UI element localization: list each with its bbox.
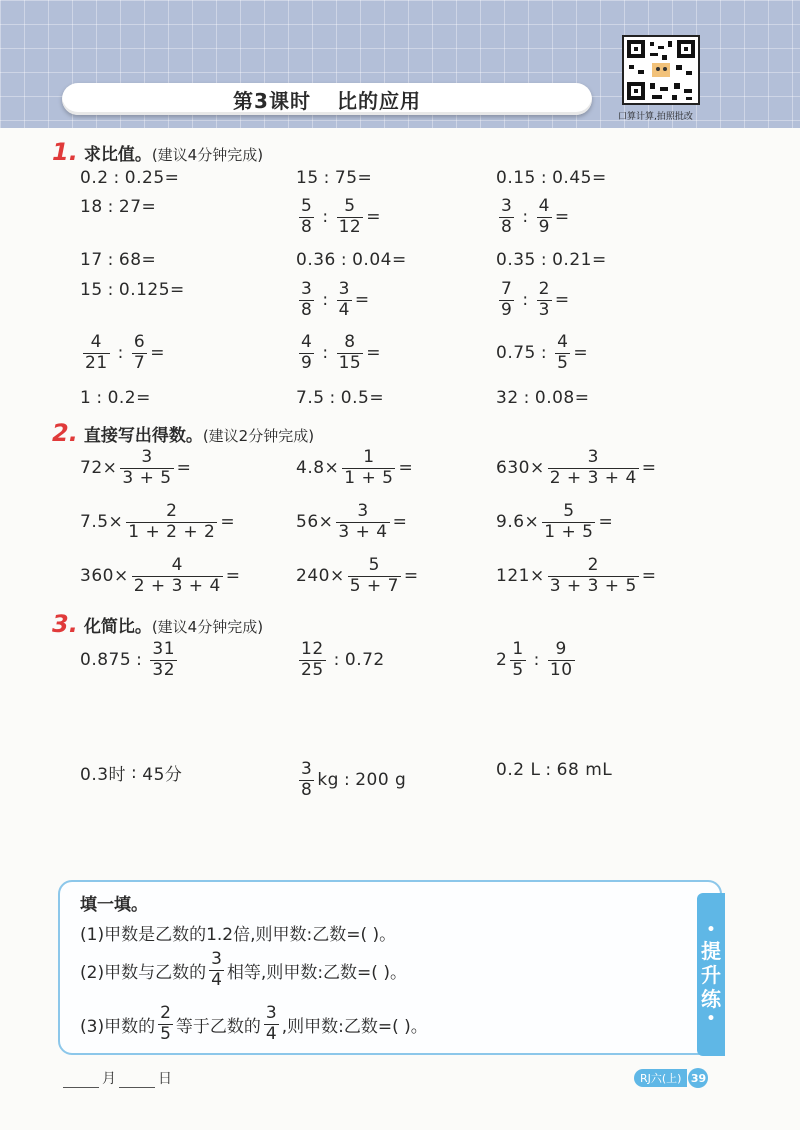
- section-hint: (建议2分钟完成): [202, 427, 315, 445]
- calc-exercise: 630× $\frac{3}{2 + 3 + 4}$ =: [496, 447, 657, 488]
- fill-in-title: 填一填。: [80, 895, 148, 915]
- fraction: $\frac{8}{15}$: [338, 332, 362, 373]
- section-hint: (建议4分钟完成): [151, 618, 264, 636]
- calc-exercise: 4.8× $\frac{1}{1 + 5}$ =: [296, 447, 414, 488]
- ratio-exercise: 0.75 : $\frac{4}{5}$ =: [496, 332, 589, 373]
- ratio-exercise: 0.2 : 0.25=: [80, 168, 180, 188]
- fraction: $\frac{2}{3 + 3 + 5}$: [549, 555, 637, 596]
- fraction: $\frac{6}{7}$: [133, 332, 146, 373]
- simplify-exercise: 0.3时 : 45分: [80, 762, 183, 785]
- page-tag: [634, 1068, 708, 1088]
- calc-exercise: 121× $\frac{2}{3 + 3 + 5}$ =: [496, 555, 657, 596]
- fraction: $\frac{2}{1 + 2 + 2}$: [128, 501, 216, 542]
- question-text: 相等,则甲数:乙数=( )。: [226, 962, 407, 983]
- page-title: [62, 83, 592, 115]
- ratio-exercise: 15 : 75=: [296, 168, 373, 188]
- section-number: 1.: [52, 138, 78, 166]
- fraction: $\frac{3}{3 + 5}$: [122, 447, 172, 488]
- question-fraction: [155, 1004, 176, 1044]
- qr-code-icon[interactable]: [622, 35, 700, 105]
- question-text: (2)甲数与乙数的: [80, 962, 207, 983]
- question-text: 等于乙数的: [175, 1016, 261, 1037]
- ratio-exercise: 0.15 : 0.45=: [496, 168, 607, 188]
- ratio-exercise: $\frac{3}{8}$ : $\frac{3}{4}$ =: [301, 279, 370, 320]
- fraction: $\frac{3}{4}$: [338, 279, 350, 320]
- fraction: $\frac{4}{9}$: [538, 196, 550, 237]
- ratio-exercise: 32 : 0.08=: [496, 388, 590, 408]
- fraction: $\frac{12}{25}$: [301, 639, 324, 680]
- fraction: $\frac{1}{1 + 5}$: [344, 447, 394, 488]
- date-field[interactable]: [60, 1068, 172, 1088]
- ratio-exercise: $\frac{7}{9}$ : $\frac{2}{3}$ =: [501, 279, 570, 320]
- fraction: $\frac{2}{3}$: [538, 279, 550, 320]
- question-text: (3)甲数的: [80, 1016, 156, 1037]
- simplify-exercise: 2 $\frac{1}{5}$ : $\frac{9}{10}$: [496, 639, 573, 680]
- section-hint: (建议4分钟完成): [151, 146, 264, 164]
- month-label: 月: [102, 1071, 116, 1087]
- qr-caption: 口算计算,拍照批改: [618, 112, 693, 122]
- ratio-exercise: 17 : 68=: [80, 250, 157, 270]
- ratio-exercise: 0.35 : 0.21=: [496, 250, 607, 270]
- ratio-exercise: $\frac{5}{8}$ : $\frac{5}{12}$ =: [301, 196, 381, 237]
- fraction: $\frac{4}{2 + 3 + 4}$: [133, 555, 221, 596]
- page-number: 39: [688, 1068, 708, 1088]
- question-fraction: [261, 1004, 282, 1044]
- ratio-exercise: $\frac{4}{21}$ : $\frac{6}{7}$ =: [85, 332, 165, 373]
- fill-question-1: [80, 920, 396, 945]
- lesson-number: 第3课时: [233, 88, 311, 113]
- section-number: 2.: [52, 419, 78, 447]
- side-tab: • 提 升 练 •: [697, 893, 725, 1056]
- fraction: $\frac{4}{5}$: [557, 332, 569, 373]
- section-title: 求比值。: [83, 145, 152, 165]
- simplify-exercise: 0.875 : $\frac{31}{32}$: [80, 639, 176, 680]
- fraction: $\frac{5}{8}$: [301, 196, 313, 237]
- section-number: 3.: [52, 610, 78, 638]
- section-title: 化简比。: [83, 617, 152, 637]
- fraction: $\frac{31}{32}$: [152, 639, 176, 680]
- calc-exercise: 72× $\frac{3}{3 + 5}$ =: [80, 447, 192, 488]
- fraction: $\frac{3}{3 + 4}$: [338, 501, 388, 542]
- question-text: ,则甲数:乙数=( )。: [281, 1016, 428, 1037]
- simplify-exercise: $\frac{3}{8}$ kg : 200 g: [301, 759, 407, 800]
- calc-exercise: 7.5× $\frac{2}{1 + 2 + 2}$ =: [80, 501, 236, 542]
- section-title: 直接写出得数。: [83, 426, 203, 446]
- question-fraction: [206, 950, 227, 990]
- section-2-heading: [52, 419, 314, 447]
- day-label: 日: [158, 1071, 172, 1087]
- fraction: $\frac{5}{1 + 5}$: [544, 501, 594, 542]
- calc-exercise: 56× $\frac{3}{3 + 4}$ =: [296, 501, 408, 542]
- simplify-exercise: 0.2 L : 68 mL: [496, 760, 613, 780]
- fill-question-2: [80, 950, 407, 990]
- fraction: $\frac{2}{5}$: [160, 1003, 171, 1044]
- fraction: $\frac{4}{9}$: [301, 332, 313, 373]
- fraction: $\frac{7}{9}$: [501, 279, 513, 320]
- side-tab-label: 提 升 练: [701, 938, 721, 1011]
- lesson-topic: 比的应用: [336, 88, 421, 113]
- simplify-exercise: $\frac{12}{25}$ : 0.72: [301, 639, 385, 680]
- edition-label: RJ六(上): [634, 1069, 687, 1087]
- ratio-exercise: 18 : 27=: [80, 197, 157, 217]
- fraction: $\frac{3}{4}$: [265, 1003, 277, 1044]
- calc-exercise: 360× $\frac{4}{2 + 3 + 4}$ =: [80, 555, 241, 596]
- fraction: $\frac{3}{8}$: [301, 279, 313, 320]
- fill-question-3: [80, 1004, 428, 1044]
- calc-exercise: 240× $\frac{5}{5 + 7}$ =: [296, 555, 419, 596]
- fraction: $\frac{5}{12}$: [338, 196, 362, 237]
- ratio-exercise: $\frac{3}{8}$ : $\frac{4}{9}$ =: [501, 196, 570, 237]
- ratio-exercise: $\frac{4}{9}$ : $\frac{8}{15}$ =: [301, 332, 381, 373]
- fraction: $\frac{9}{10}$: [549, 639, 573, 680]
- ratio-exercise: 1 : 0.2=: [80, 388, 151, 408]
- ratio-exercise: 0.36 : 0.04=: [296, 250, 407, 270]
- question-text: (1)甲数是乙数的1.2倍,则甲数:乙数=( )。: [80, 925, 397, 945]
- fraction: $\frac{4}{21}$: [85, 332, 108, 373]
- ratio-exercise: 15 : 0.125=: [80, 280, 185, 300]
- fraction: $\frac{1}{5}$: [512, 639, 524, 680]
- fraction: $\frac{3}{4}$: [211, 949, 222, 990]
- calc-exercise: 9.6× $\frac{5}{1 + 5}$ =: [496, 501, 614, 542]
- fraction: $\frac{3}{8}$: [301, 759, 313, 800]
- section-3-heading: [52, 610, 263, 638]
- fraction: $\frac{5}{5 + 7}$: [349, 555, 399, 596]
- ratio-exercise: 7.5 : 0.5=: [296, 388, 385, 408]
- fraction: $\frac{3}{2 + 3 + 4}$: [549, 447, 637, 488]
- fraction: $\frac{3}{8}$: [501, 196, 513, 237]
- section-1-heading: [52, 138, 263, 166]
